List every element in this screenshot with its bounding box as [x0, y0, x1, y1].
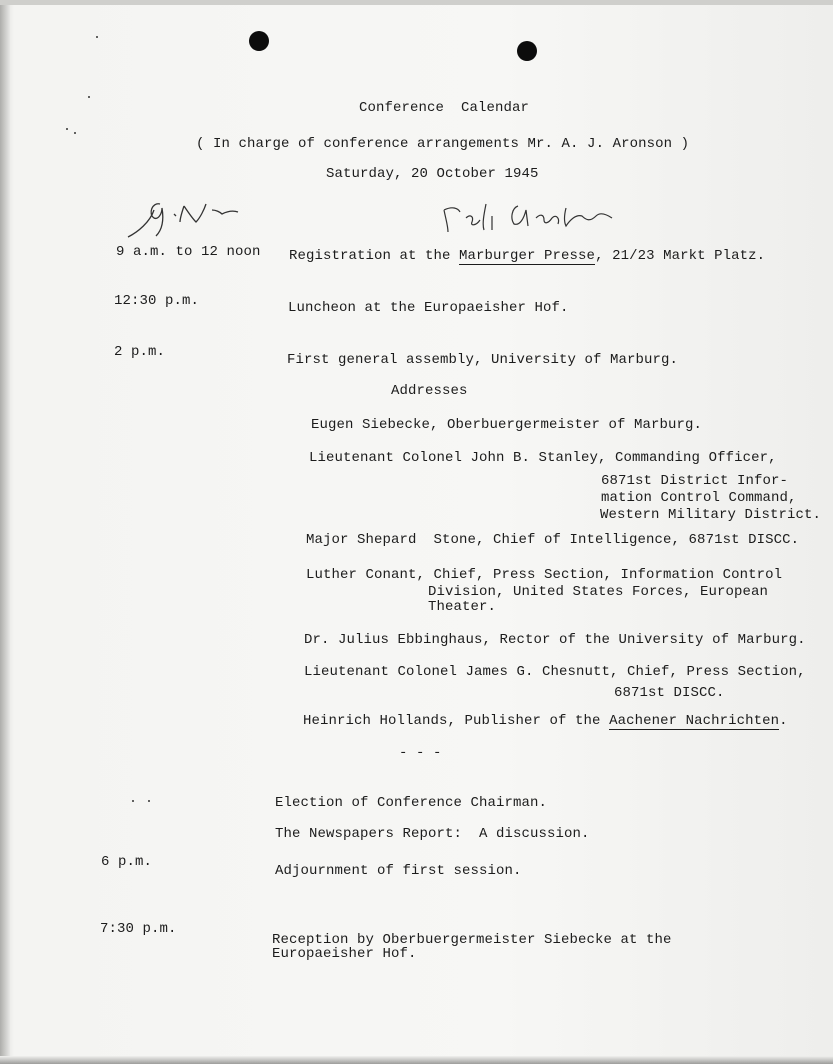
time-registration: 9 a.m. to 12 noon	[116, 244, 261, 260]
handwritten-signature-right	[436, 196, 636, 236]
speaker-stanley-line3: mation Control Command,	[601, 490, 797, 506]
entry-reception-line2: Europaeisher Hof.	[272, 946, 417, 962]
time-reception: 7:30 p.m.	[100, 921, 177, 937]
speck	[148, 800, 150, 802]
speck	[88, 96, 90, 98]
entry-registration-text: Registration at the	[289, 248, 460, 264]
speaker-chesnutt-line2: 6871st DISCC.	[614, 685, 725, 701]
speaker-stone: Major Shepard Stone, Chief of Intelligence, 6871st DISCC.	[306, 532, 800, 548]
entry-report: The Newspapers Report: A discussion.	[275, 826, 590, 842]
speck	[66, 128, 68, 130]
time-assembly: 2 p.m.	[114, 344, 166, 360]
entry-election: Election of Conference Chairman.	[275, 795, 548, 811]
speaker-hollands	[303, 714, 788, 729]
speck	[96, 36, 98, 38]
time-luncheon: 12:30 p.m.	[114, 293, 200, 309]
speaker-conant: Luther Conant, Chief, Press Section, Information Control	[306, 567, 783, 583]
speaker-siebecke: Eugen Siebecke, Oberbuergermeister of Marburg.	[311, 417, 703, 433]
page-title: Conference Calendar	[359, 100, 530, 116]
scan-edge-top	[0, 0, 833, 5]
section-separator: - - -	[399, 745, 442, 761]
scan-edge-left	[0, 0, 10, 1064]
entry-adjournment: Adjournment of first session.	[275, 863, 522, 879]
page-subtitle: ( In charge of conference arrangements Mr. A. J. Aronson )	[196, 136, 690, 152]
speck	[74, 132, 76, 134]
punch-hole-left	[249, 31, 269, 51]
scan-edge-bottom	[0, 1056, 833, 1064]
page-date: Saturday, 20 October 1945	[326, 166, 539, 182]
speaker-hollands-text: Heinrich Hollands, Publisher of the	[303, 713, 610, 729]
entry-assembly: First general assembly, University of Marburg.	[287, 352, 679, 368]
time-adjournment: 6 p.m.	[101, 854, 153, 870]
speaker-chesnutt: Lieutenant Colonel James G. Chesnutt, Chief, Press Section,	[304, 664, 806, 680]
speaker-conant-line3: Theater.	[428, 599, 497, 615]
speaker-conant-line2: Division, United States Forces, European	[428, 584, 769, 600]
marburger-presse-underlined: Marburger Presse	[459, 248, 596, 264]
speaker-hollands-end: .	[779, 713, 788, 729]
entry-registration-address: , 21/23 Markt Platz.	[595, 248, 766, 264]
addresses-heading: Addresses	[391, 383, 468, 399]
speaker-stanley: Lieutenant Colonel John B. Stanley, Commanding Officer,	[309, 450, 777, 466]
entry-reception: Reception by Oberbuergermeister Siebecke at the	[272, 932, 672, 948]
speck	[132, 800, 134, 802]
entry-luncheon: Luncheon at the Europaeisher Hof.	[288, 300, 569, 316]
speaker-ebbinghaus: Dr. Julius Ebbinghaus, Rector of the University of Marburg.	[304, 632, 806, 648]
aachener-nachrichten-underlined: Aachener Nachrichten	[609, 713, 780, 729]
speaker-stanley-line4: Western Military District.	[600, 507, 822, 523]
handwritten-signature-left	[108, 192, 248, 242]
speaker-stanley-line2: 6871st District Infor-	[601, 473, 789, 489]
punch-hole-right	[517, 41, 537, 61]
entry-registration	[289, 249, 765, 264]
